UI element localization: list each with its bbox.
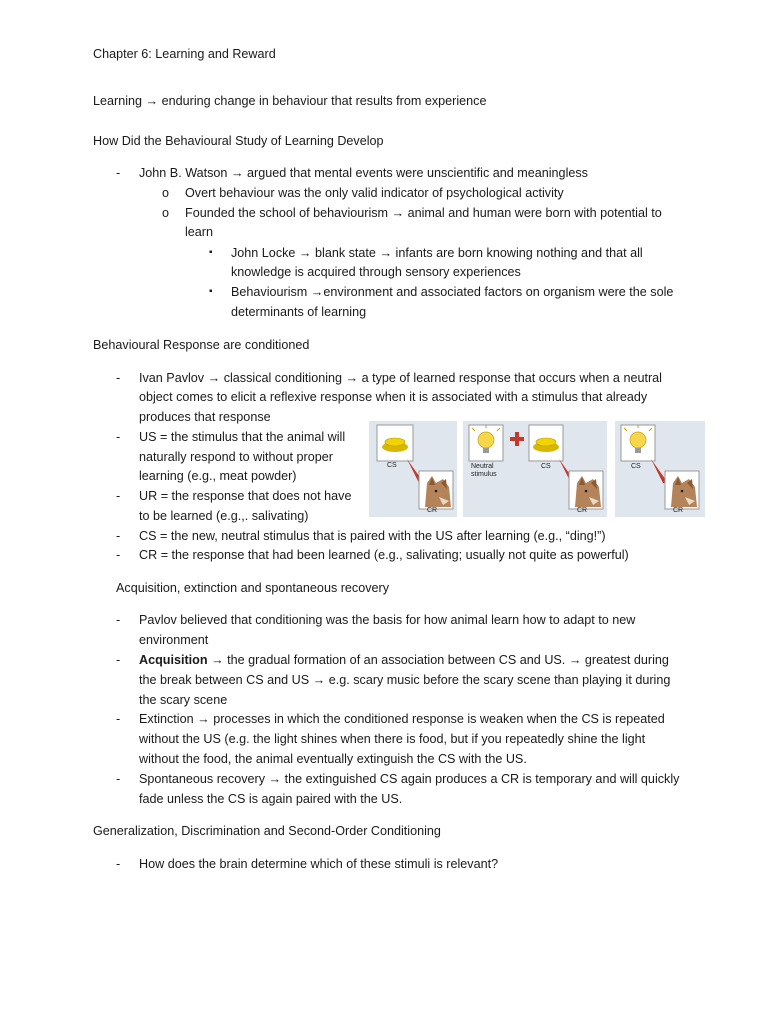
pavlov-text-2: a type of learned response that occurs when a neutral (361, 371, 662, 385)
acquisition-text-3: the break between CS and US (139, 673, 310, 687)
circle-bullet: o (162, 186, 170, 200)
arrow-icon: → (345, 371, 359, 385)
definition-text: enduring change in behaviour that results from experience (161, 94, 487, 108)
locke-text-1: blank state (315, 246, 376, 260)
learning-definition (93, 91, 486, 111)
section-heading-study-of-learning: How Did the Behavioural Study of Learning Develop (93, 134, 384, 148)
list-item-pavlov-belief: Pavlov believed that conditioning was the basis for how animal learn how to adapt to new (139, 613, 636, 627)
arrow-icon: → (268, 772, 282, 786)
extinction-text: processes in which the conditioned response is weaken when the CS is repeated (213, 712, 665, 726)
list-item-continuation (139, 670, 670, 690)
acquisition-term: Acquisition (139, 653, 208, 667)
arrow-icon: → (310, 285, 324, 299)
list-item-behaviourism (231, 282, 673, 302)
locke-name: John Locke (231, 246, 296, 260)
section-heading-conditioned: Behavioural Response are conditioned (93, 338, 310, 352)
arrow-icon: → (379, 246, 393, 260)
list-dash: - (116, 489, 121, 503)
circle-bullet: o (162, 206, 170, 220)
arrow-icon: → (207, 371, 221, 385)
list-item-continuation: without the food, the animal eventually extinguish the CS with the US. (139, 752, 527, 766)
list-dash: - (116, 857, 121, 871)
list-item-ur: UR = the response that does not have (139, 489, 352, 503)
list-item-acquisition (139, 650, 669, 670)
list-dash: - (116, 529, 121, 543)
figure-label-cr: CR (427, 507, 438, 514)
figure-panel-after (615, 421, 705, 517)
list-dash: - (116, 613, 121, 627)
list-dash: - (116, 430, 121, 444)
list-item-continuation: fade unless the CS is again paired with the US. (139, 792, 403, 806)
spontaneous-recovery-text: the extinguished CS again produces a CR is temporary and will quickly (284, 772, 680, 786)
list-item-us: US = the stimulus that the animal will (139, 430, 346, 444)
plus-icon (510, 432, 524, 446)
arrow-icon: → (391, 206, 405, 220)
list-item-continuation: learning (e.g., meat powder) (139, 469, 297, 483)
list-item-behaviourism-school (185, 203, 662, 223)
conditioning-figure (369, 421, 705, 517)
list-item-spontaneous-recovery (139, 769, 679, 789)
behaviourism-school-text-2: animal and human were born with potential to (407, 206, 662, 220)
list-dash: - (116, 653, 121, 667)
section-heading-acquisition: Acquisition, extinction and spontaneous recovery (116, 581, 390, 595)
list-item-extinction (139, 709, 665, 729)
list-item-watson (139, 163, 588, 183)
arrow-icon: → (568, 653, 582, 667)
list-item-continuation: to be learned (e.g.,. salivating) (139, 509, 309, 523)
square-bullet: ▪ (209, 247, 213, 258)
list-item-locke (231, 243, 643, 263)
figure-label-cr: CR (577, 507, 588, 514)
list-dash: - (116, 166, 121, 180)
list-item-continuation: the scary scene (139, 693, 228, 707)
figure-panel-during (463, 421, 607, 517)
list-item-brain-question: How does the brain determine which of these stimuli is relevant? (139, 857, 499, 871)
section-heading-generalization: Generalization, Discrimination and Second-Order Conditioning (93, 824, 441, 838)
food-bowl-icon (533, 438, 559, 452)
acquisition-text-2: greatest during (584, 653, 669, 667)
arrow-icon: → (298, 246, 312, 260)
list-dash: - (116, 712, 121, 726)
figure-label-neutral: Neutral (471, 463, 494, 470)
locke-text-2: infants are born knowing nothing and that all (395, 246, 643, 260)
list-dash: - (116, 548, 121, 562)
figure-label-cs: CS (387, 462, 397, 469)
acquisition-text-4: e.g. scary music before the scary scene than playing it during (328, 673, 671, 687)
figure-label-cs: CS (541, 463, 551, 470)
arrow-icon: → (211, 653, 224, 667)
watson-text: argued that mental events were unscientific and meaningless (247, 166, 588, 180)
watson-name: John B. Watson (139, 166, 228, 180)
figure-panel-before (369, 421, 457, 517)
arrow-icon: → (197, 712, 210, 726)
food-bowl-icon (382, 438, 408, 452)
list-item-continuation: environment (139, 633, 209, 647)
behaviourism-term: Behaviourism (231, 285, 308, 299)
list-item-continuation: naturally respond to without proper (139, 450, 333, 464)
arrow-icon: → (145, 94, 159, 108)
list-item-continuation: learn (185, 225, 214, 239)
chapter-title: Chapter 6: Learning and Reward (93, 47, 276, 61)
list-item-continuation: produces that response (139, 410, 271, 424)
list-item-pavlov (139, 368, 662, 388)
list-item-continuation: determinants of learning (231, 305, 367, 319)
acquisition-text-1: the gradual formation of an association between CS and US. (227, 653, 566, 667)
pavlov-text-1: classical conditioning (223, 371, 343, 385)
behaviourism-text: environment and associated factors on organism were the sole (323, 285, 674, 299)
list-dash: - (116, 371, 121, 385)
figure-label-stimulus: stimulus (471, 471, 497, 478)
list-item-overt-behaviour: Overt behaviour was the only valid indicator of psychological activity (185, 186, 564, 200)
spontaneous-recovery-term: Spontaneous recovery (139, 772, 266, 786)
list-item-cr: CR = the response that had been learned (e.g., salivating; usually not quite as powerful) (139, 548, 629, 562)
list-item-continuation: knowledge is acquired through sensory experiences (231, 265, 521, 279)
figure-label-cs: CS (631, 463, 641, 470)
arrow-icon: → (230, 166, 244, 180)
definition-term: Learning (93, 94, 143, 108)
extinction-term: Extinction (139, 712, 194, 726)
arrow-icon: → (312, 673, 326, 687)
behaviourism-school-text: Founded the school of behaviourism (185, 206, 389, 220)
square-bullet: ▪ (209, 286, 213, 297)
list-item-continuation: without the US (e.g. the light shines when there is food, but if you repeatedly shine the light (139, 732, 646, 746)
figure-label-cr: CR (673, 507, 684, 514)
list-item-cs: CS = the new, neutral stimulus that is paired with the US after learning (e.g., “ding!”) (139, 529, 606, 543)
list-item-continuation: object comes to elicit a reflexive response when it is associated with a stimulus that already (139, 390, 648, 404)
pavlov-name: Ivan Pavlov (139, 371, 205, 385)
list-dash: - (116, 772, 121, 786)
